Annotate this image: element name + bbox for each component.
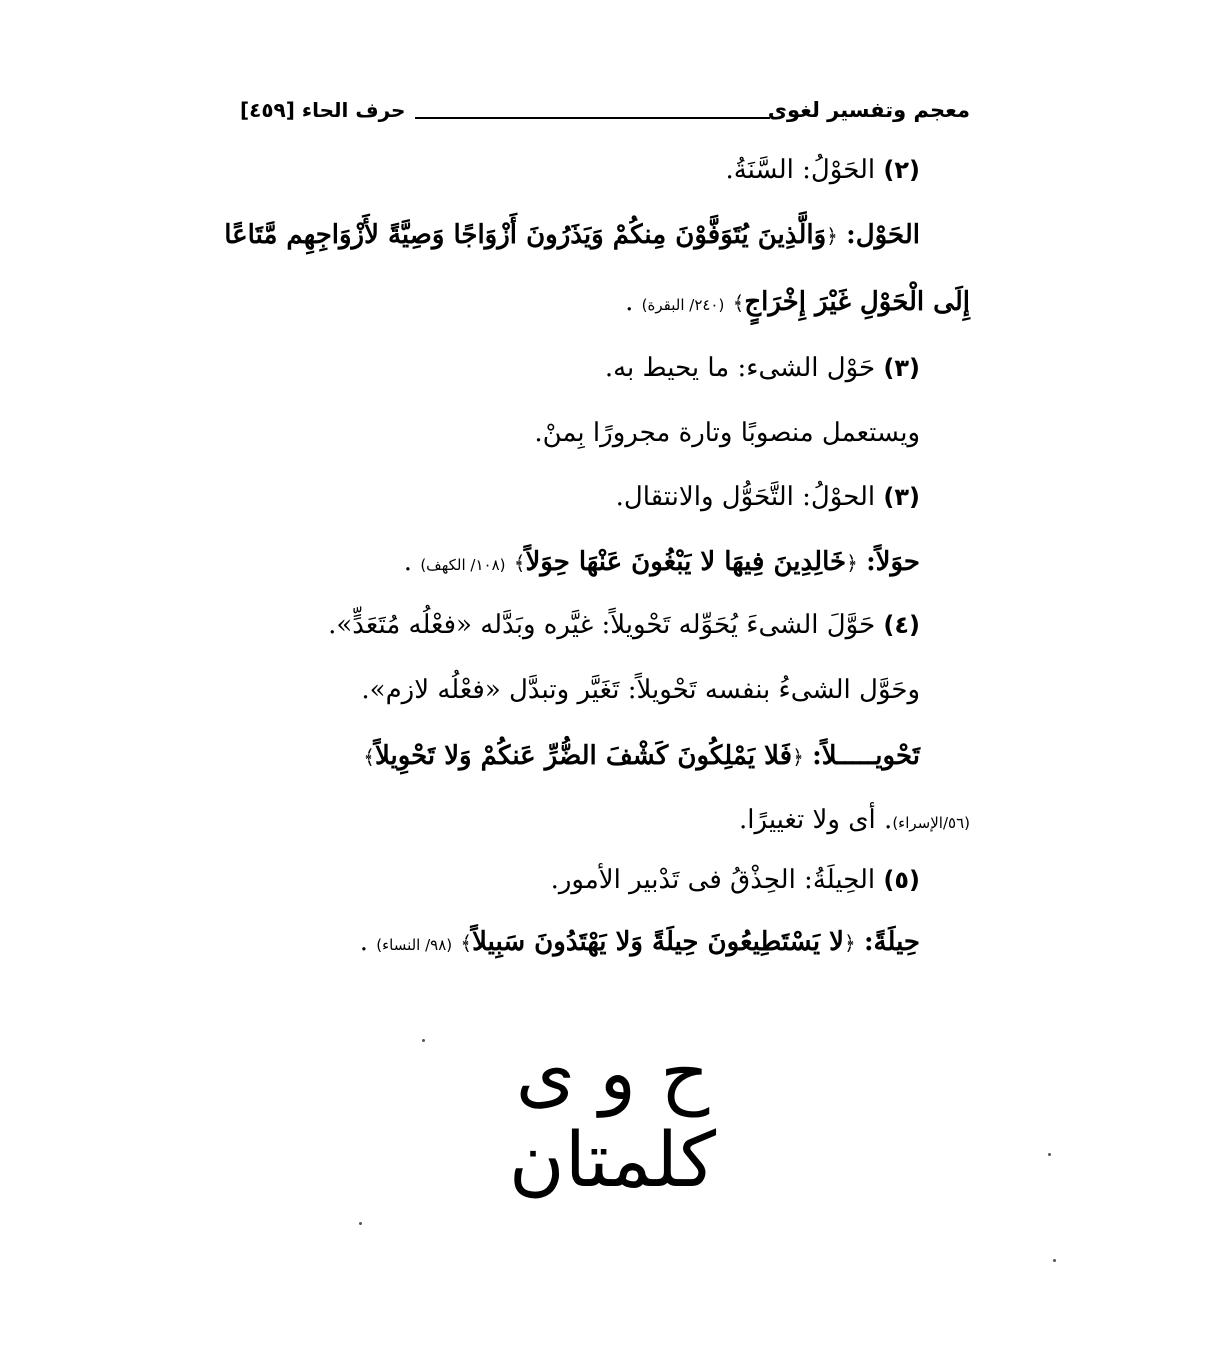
section-page-number: حرف الحاء [٤٥٩] [240, 98, 406, 122]
entry-number: (٤) [883, 611, 920, 639]
verse-reference: (٩٨/ النساء) [376, 936, 453, 954]
entry-line [551, 860, 920, 900]
full-stop: . [359, 927, 368, 957]
full-stop: . [403, 547, 413, 577]
entry-number: (٣) [883, 354, 920, 382]
entry-line [739, 800, 970, 843]
scan-speck [422, 1039, 425, 1042]
quran-quote: إِلَى الْحَوْلِ غَيْرَ إِخْرَاجٍ [744, 287, 970, 317]
definition-text: الحوْلُ: التَّحَوُّل والانتقال. [615, 482, 876, 512]
headword: الحَوْل: [846, 220, 920, 250]
root-letters-heading: ح و ى [515, 1028, 710, 1117]
entry-line [725, 150, 920, 190]
quran-bracket-close: ﴾ [460, 931, 473, 955]
quran-bracket-close: ﴾ [732, 291, 745, 315]
definition-text: وحَوَّل الشىءُ بنفسه تَحْويلاً: تَغَيَّر وتبدَّل «فعْلُه لازم». [361, 675, 920, 705]
definition-text: حَوْل الشىء: ما يحيط به. [604, 353, 876, 383]
header-rule [415, 117, 770, 119]
headword: تَحْويـــــلاً: [812, 741, 920, 771]
scan-speck [1053, 1259, 1056, 1262]
scan-speck [359, 1222, 362, 1225]
quran-bracket-open: ﴿ [846, 551, 858, 575]
headword: حوَلاً: [866, 547, 920, 577]
quran-bracket-open: ﴿ [826, 224, 838, 248]
quran-quote: وَالَّذِينَ يُتَوَفَّوْنَ مِنكُمْ وَيَذَرُونَ أَزْوَاجًا وَصِيَّةً لأَزْوَاجِهِم مَّتَاعًا [224, 220, 827, 250]
definition-text: حَوَّلَ الشىءَ يُحَوِّله تَحْويلاً: غيَّره وبَدَّله «فعْلُه مُتَعَدٍّ». [328, 610, 876, 640]
entry-number: (٥) [883, 866, 920, 894]
entry-number: (٢) [883, 156, 920, 184]
quran-bracket-close: ﴾ [513, 551, 526, 575]
entry-line [361, 670, 920, 710]
quran-quote: لا يَسْتَطِيعُونَ حِيلَةً وَلا يَهْتَدُونَ سَبِيلاً [472, 927, 844, 957]
quran-bracket-open: ﴿ [843, 931, 856, 955]
verse-reference: (٥٦/الإسراء) [892, 814, 970, 832]
entry-line [363, 736, 920, 777]
entry-line [534, 413, 920, 453]
quran-quote: خَالِدِينَ فِيهَا لا يَبْغُونَ عَنْهَا حِوَلاً [525, 547, 847, 577]
verse-reference: (٢٤٠/ البقرة) [641, 296, 725, 314]
entry-line [616, 477, 920, 517]
entry-line [328, 605, 920, 645]
definition-text: ويستعمل منصوبًا وتارة مجرورًا بِمنْ. [534, 418, 920, 448]
quran-quote: فَلا يَمْلِكُونَ كَشْفَ الضُّرِّ عَنكُمْ وَلا تَحْوِيلاً [374, 741, 793, 771]
entry-line [224, 215, 920, 256]
word-count-heading: كلمتان [508, 1115, 717, 1204]
entry-line [625, 282, 970, 325]
verse-reference: (١٠٨/ الكهف) [420, 556, 506, 574]
running-header [240, 98, 970, 130]
full-stop: . [625, 287, 634, 317]
quran-bracket-open: ﴿ [792, 745, 804, 769]
scan-speck [1048, 1153, 1051, 1156]
entry-line [404, 542, 920, 585]
quran-bracket-close: ﴾ [363, 745, 375, 769]
definition-text: الحَوْلُ: السَّنَةُ. [725, 155, 876, 185]
definition-text: . أى ولا تغييرًا. [738, 805, 893, 835]
entry-line [360, 922, 920, 965]
headword: حِيلَةً: [863, 927, 920, 957]
entry-number: (٣) [883, 483, 920, 511]
definition-text: الحِيلَةُ: الحِذْقُ فى تَدْبير الأمور. [550, 865, 876, 895]
book-title: معجم وتفسير لغوى [767, 98, 970, 122]
entry-line [605, 348, 920, 388]
